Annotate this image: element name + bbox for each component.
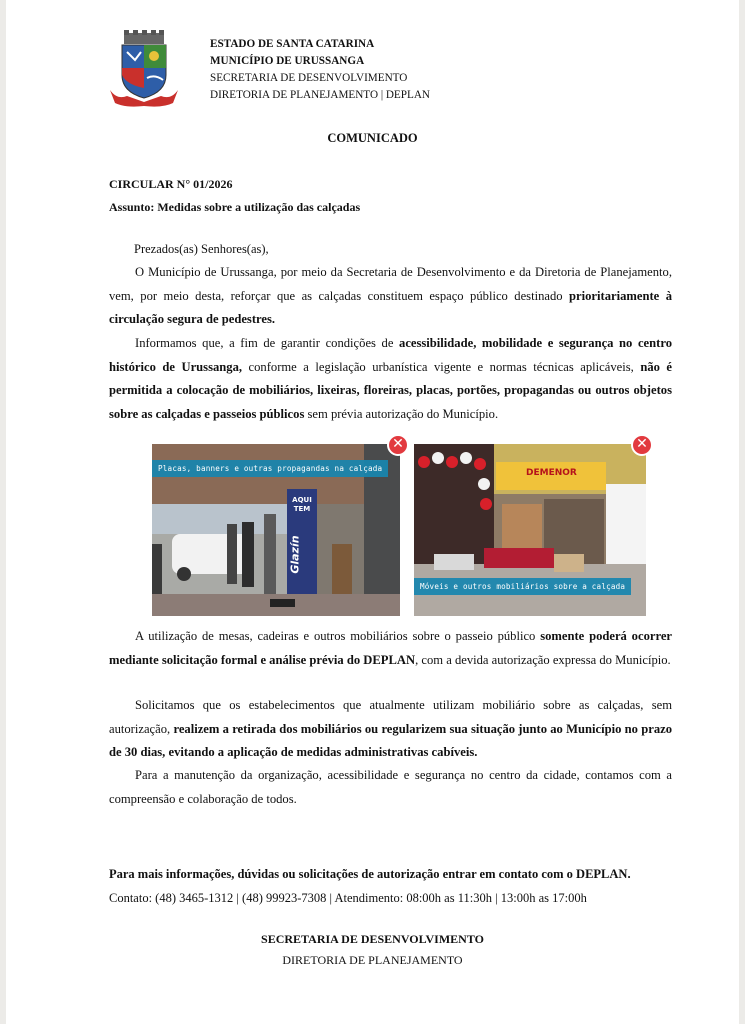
circular-number: CIRCULAR N° 01/2026 [109, 177, 233, 191]
paragraph-2: Informamos que, a fim de garantir condições de acessibilidade, mobilidade e segurança no centro histórico de Urussanga, conforme a legislação urbanística vigente e normas técnicas aplicáveis, não é permitida a colocação de mobiliários, lixeiras, floreiras, placas, portões, propagandas ou outros objetos sobre as calçadas e passeios públicos sem prévia autorização do Município. [109, 336, 673, 421]
photo-right-sidewalk-furniture [414, 444, 646, 616]
paragraph-5: Para a manutenção da organização, acessibilidade e segurança no centro da cidade, contamos com a compreensão e colaboração de todos. [109, 768, 672, 806]
secretariat-name: SECRETARIA DE DESENVOLVIMENTO [210, 72, 408, 84]
prohibited-x-icon-left: ✕ [387, 434, 409, 456]
circular-block [109, 173, 360, 219]
info-heading: Para mais informações, dúvidas ou solicitações de autorização entrar em contato com o DEPLAN. [109, 867, 631, 881]
footer-secretariat: SECRETARIA DE DESENVOLVIMENTO [261, 932, 484, 946]
directorate-name: DIRETORIA DE PLANEJAMENTO | DEPLAN [210, 89, 430, 101]
circular-subject: Assunto: Medidas sobre a utilização das calçadas [109, 200, 361, 214]
caption-left: Placas, banners e outras propagandas na calçada [152, 460, 388, 477]
caption-right: Móveis e outros mobiliários sobre a calçada [414, 578, 631, 595]
signature-block [0, 929, 745, 971]
greeting: Prezados(as) Senhores(as), [134, 242, 269, 256]
municipal-crest-logo [107, 30, 181, 108]
paragraph-3: A utilização de mesas, cadeiras e outros mobiliários sobre o passeio público somente poderá ocorrer mediante solicitação formal e análise prévia do DEPLAN, com a devida autorização expressa do Município. [109, 629, 672, 667]
contact-details: Contato: (48) 3465-1312 | (48) 99923-7308 | Atendimento: 08:00h as 11:30h | 13:00h as 17:00h [109, 891, 587, 905]
banner-brand: Glazín [288, 535, 302, 574]
municipality-name: MUNICÍPIO DE URUSSANGA [210, 55, 365, 67]
paragraph-1: O Município de Urussanga, por meio da Secretaria de Desenvolvimento e da Diretoria de Planejamento, vem, por meio desta, reforçar que as calçadas constituem espaço público destinado prioritariamente à circulação segura de pedestres. [109, 265, 672, 327]
document-title: COMUNICADO [327, 131, 418, 145]
state-name: ESTADO DE SANTA CATARINA [210, 38, 375, 50]
letterhead [210, 36, 430, 104]
contact-info [109, 862, 631, 910]
footer-directorate: DIRETORIA DE PLANEJAMENTO [282, 953, 463, 967]
paragraph-4: Solicitamos que os estabelecimentos que atualmente utilizam mobiliário sobre as calçadas, sem autorização, realizem a retirada dos mobiliários ou regularizem sua situação junto ao Município no prazo de 30 dias, evitando a aplicação de medidas administrativas cabíveis. [109, 698, 673, 760]
banner-aqui-tem: AQUI TEM [292, 496, 312, 513]
shop-sign: DEMENOR [526, 468, 577, 478]
example-photos [152, 432, 652, 617]
photo-left-sidewalk-banners [152, 444, 400, 616]
prohibited-x-icon-right: ✕ [631, 434, 653, 456]
